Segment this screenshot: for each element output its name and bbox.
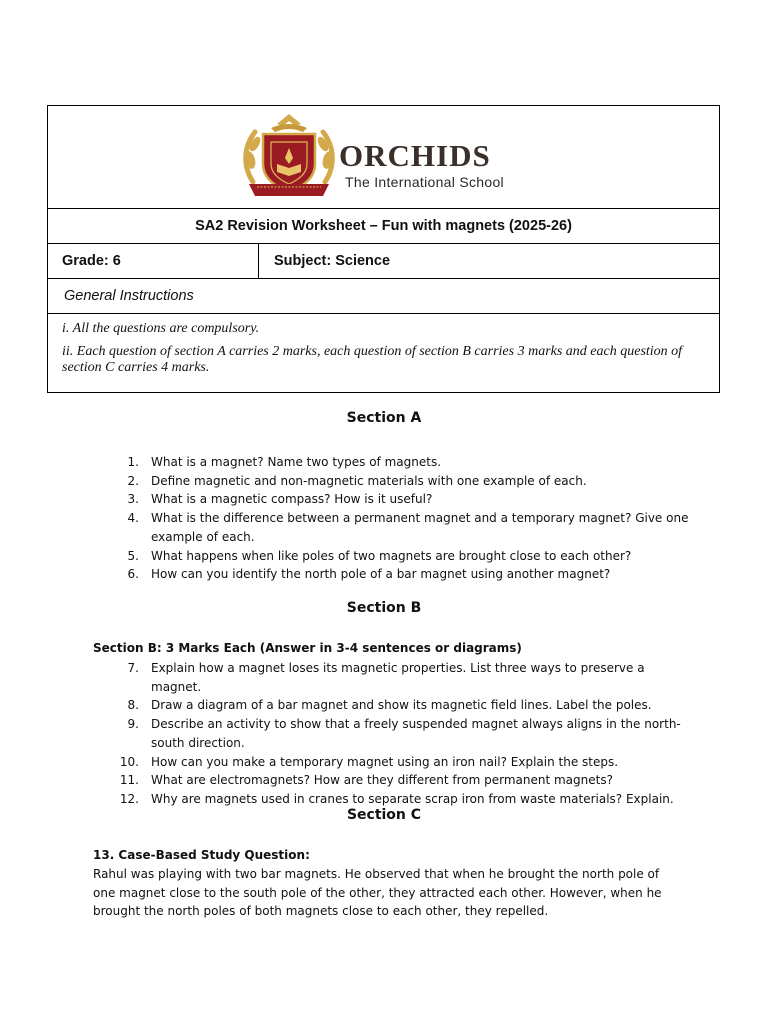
question-item: 6. How can you identify the north pole of a bar magnet using another magnet?	[127, 567, 611, 582]
question-item: 3. What is a magnetic compass? How is it useful?	[127, 492, 433, 507]
question-item: 5. What happens when like poles of two magnets are brought close to each other?	[127, 548, 632, 563]
general-instructions-label: General Instructions	[48, 279, 719, 314]
logo-name: ORCHIDS	[339, 138, 491, 173]
question-item: 12. Why are magnets used in cranes to separate scrap iron from waste materials? Explain.	[119, 791, 674, 806]
instruction-item: i. All the questions are compulsory.	[62, 321, 260, 336]
instructions-block	[48, 314, 719, 392]
logo-tagline: The International School	[345, 174, 504, 190]
school-logo	[241, 112, 541, 202]
question-item: 9. Describe an activity to show that a freely suspended magnet always aligns in the north-south direction.	[127, 717, 681, 750]
section-b-heading: Section B	[346, 600, 422, 616]
question-item: 4. What is the difference between a permanent magnet and a temporary magnet? Give one example of each.	[127, 511, 689, 544]
section-a-heading: Section A	[346, 410, 422, 426]
section-b-questions	[93, 659, 693, 809]
question-item: 8. Draw a diagram of a bar magnet and show its magnetic field lines. Label the poles.	[127, 698, 652, 713]
case-study-title: 13. Case-Based Study Question:	[93, 848, 310, 862]
question-item: 7. Explain how a magnet loses its magnetic properties. List three ways to preserve a magnet.	[127, 661, 645, 694]
instruction-item: ii. Each question of section A carries 2 marks, each question of section B carries 3 marks and each question of section C carries 4 marks.	[62, 344, 683, 375]
section-a-questions	[93, 453, 693, 584]
grade-subject-row	[48, 244, 719, 279]
crest-icon	[241, 112, 337, 202]
section-c-heading: Section C	[346, 807, 422, 823]
case-study-text: Rahul was playing with two bar magnets. He observed that when he brought the north pole of one magnet close to the south pole of the other, they attracted each other. However, when he brought the north poles of both magnets close to each other, they repelled.	[93, 867, 662, 919]
header-table	[47, 105, 720, 393]
question-item: 1. What is a magnet? Name two types of magnets.	[127, 455, 442, 469]
section-b-subheading: Section B: 3 Marks Each (Answer in 3-4 sentences or diagrams)	[93, 641, 522, 655]
question-item: 10. How can you make a temporary magnet using an iron nail? Explain the steps.	[119, 754, 619, 769]
subject-cell: Subject: Science	[274, 253, 391, 269]
question-item: 2. Define magnetic and non-magnetic materials with one example of each.	[127, 473, 587, 488]
question-item: 11. What are electromagnets? How are they different from permanent magnets?	[119, 773, 613, 788]
worksheet-title: SA2 Revision Worksheet – Fun with magnets (2025-26)	[48, 209, 719, 244]
grade-cell: Grade: 6	[48, 244, 259, 278]
logo-row	[48, 106, 719, 209]
